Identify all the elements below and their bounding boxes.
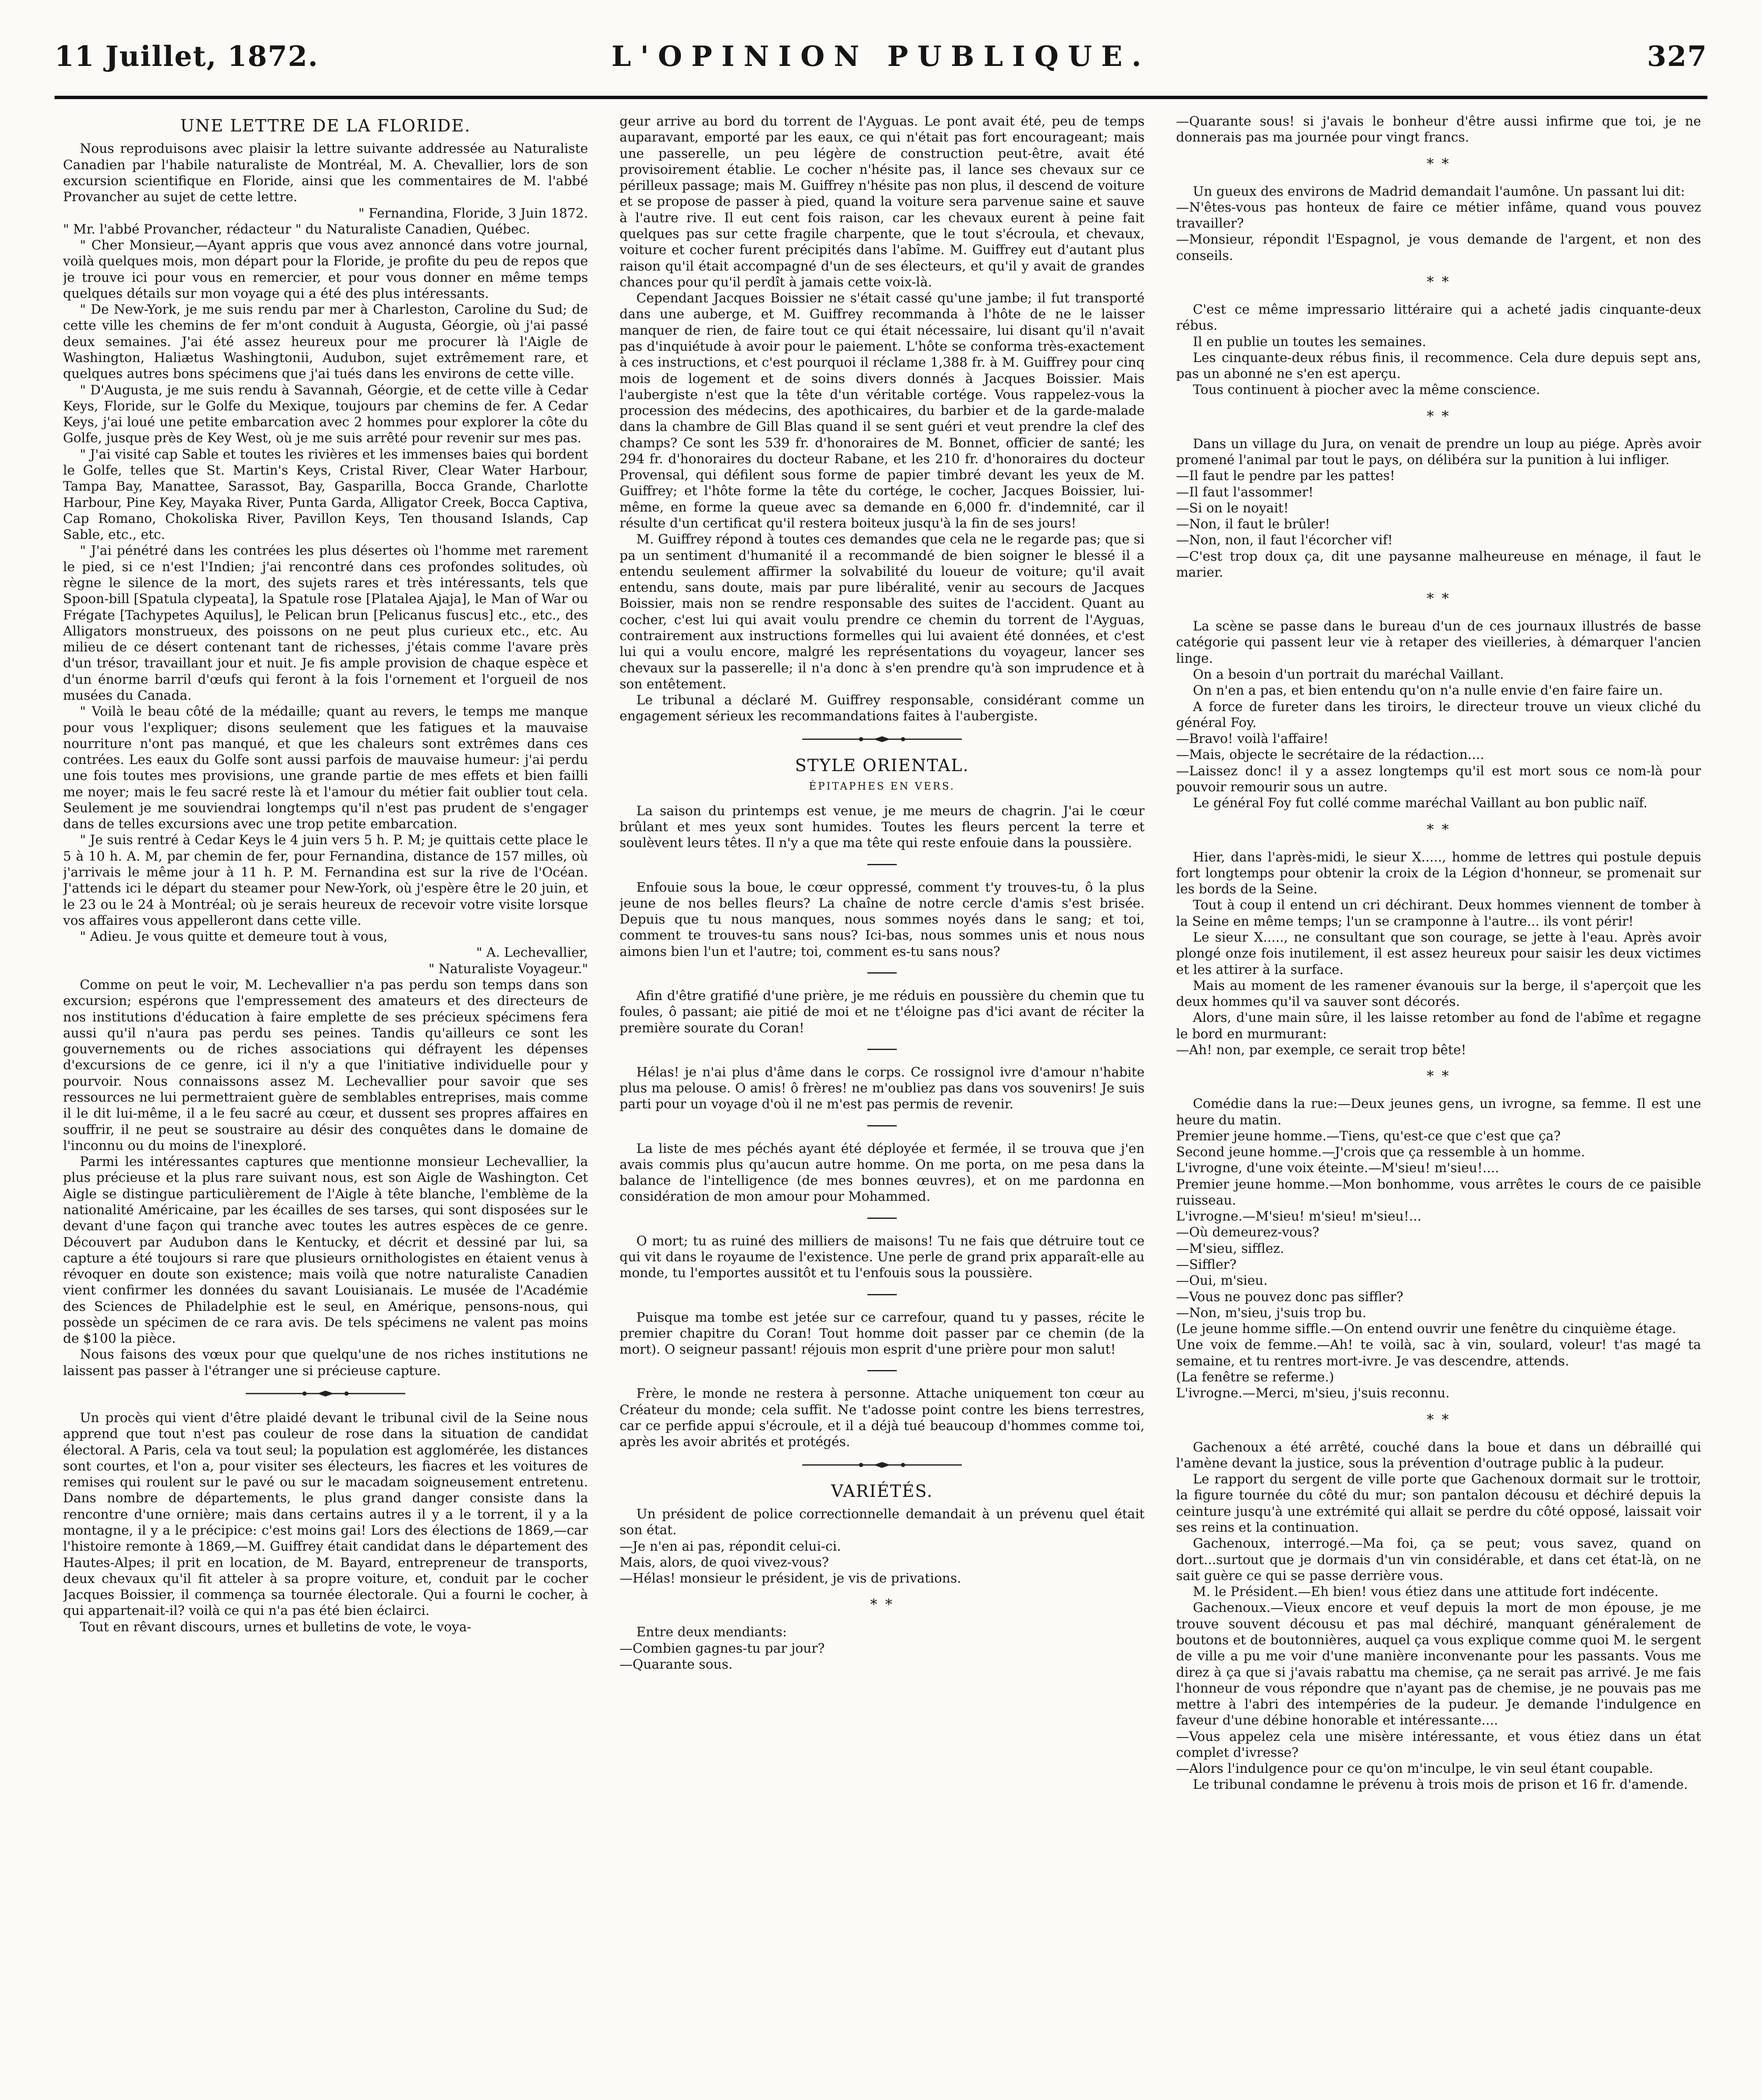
paragraph: Alors, d'une main sûre, il les laisse retomber au fond de l'abîme et regagne le bord en murmurant: [1176,1010,1701,1042]
dialogue-line: —Mais, objecte le secrétaire de la rédaction.... [1176,747,1484,763]
dialogue-line: —Il faut l'assommer! [1176,484,1314,500]
paragraph: geur arrive au bord du torrent de l'Ayguas. Le pont avait été, peu de temps auparavant, emporté par les eaux, ce qui n'était pas fort encourageant; mais une passerelle, un peu légère de construction peut-être, avait été provisoirement établie. Le cocher n'hésite pas, il lance ses chevaux sur ce périlleux passage; mais M. Guiffrey n'hésite pas non plus, il descend de voiture et se propose de passer à pied, quand la voiture sera parvenue saine et sauve à l'autre rive. Il eut cent fois raison, car les chevaux eurent à peine fait quelques pas sur cette fragile charpente, que le tout s'écroula, et chevaux, voiture et cocher furent précipités dans l'abîme. M. Guiffrey eut d'autant plus raison qu'il était accompagné d'un de ses électeurs, et qu'il y avait de grandes chances pour qu'il perdît à jamais cette voix-là. [620,114,1145,290]
dialogue-line: Premier jeune homme.—Mon bonhomme, vous arrêtes le cours de ce paisible ruisseau. [1176,1176,1701,1208]
letter-addressee: " Mr. l'abbé Provancher, rédacteur " du Naturaliste Canadien, Québec. [63,221,530,237]
article-heading-floride: UNE LETTRE DE LA FLORIDE. [180,116,471,136]
paragraph: Entre deux mendiants: [636,1625,787,1640]
masthead [55,40,1707,90]
dialogue-line: L'ivrogne.—M'sieu! m'sieu! m'sieu!... [1176,1209,1422,1224]
paragraph: La scène se passe dans le bureau d'un de ces journaux illustrés de basse catégorie qui passent leur vie à retaper des vieilleries, à démarquer l'ancien linge. [1176,619,1701,666]
asterism: * * [1426,590,1451,607]
dialogue-line: —Quarante sous. [620,1656,733,1672]
epitaph: O mort; tu as ruiné des milliers de maisons! Tu ne fais que détruire tout ce qui vit dans le royaume de l'existence. Une perle de grand prix apparaît-elle au monde, tu l'emportes aussitôt et tu l'enfouis sous la poussière. [620,1233,1145,1281]
paragraph: Comme on peut le voir, M. Lechevallier n'a pas perdu son temps dans son excursion; espérons que l'empressement des amateurs et des directeurs de nos institutions d'éducation à faire emplette de ses précieux spécimens fera aussi qu'il n'aura pas perdu ses peines. Tandis qu'ailleurs ce sont les gouvernements ou de riches associations qui défrayent les dépenses d'excursions de ce genre, ici il n'y a que l'initiative individuelle pour y pourvoir. Nous connaissons assez M. Lechevallier pour savoir que ses ressources ne lui permettraient guère de semblables entreprises, mais comme il le dit lui-même, il a le feu sacré au cœur, et dussent ses propres affaires en souffrir, il ne peut se soustraire au désir des conquêtes dans le domaine de l'inconnu ou du moins de l'inexploré. [63,977,588,1153]
paragraph: " Adieu. Je vous quitte et demeure tout à vous, [80,929,388,945]
epitaph: Hélas! je n'ai plus d'âme dans le corps. Ce rossignol ivre d'amour n'habite plus ma pelouse. O amis! ô frères! ne m'oubliez pas dans vos souvenirs! Je suis parti pour un voyage d'où il ne m'est pas permis de revenir. [620,1064,1145,1112]
paragraph: Gachenoux a été arrêté, couché dans la boue et dans un débraillé qui l'amène devant la justice, sous la prévention d'outrage public à la pudeur. [1176,1439,1701,1471]
paragraph: M. le Président.—Eh bien! vous étiez dans une attitude fort indécente. [1193,1584,1659,1600]
epitaph: Enfouie sous la boue, le cœur oppressé, comment t'y trouves-tu, ô la plus jeune de nos belles fleurs? La chaîne de notre cercle d'amis s'est brisée. Depuis que tu nous manques, nous sommes noyés dans le sang; et toi, comment te trouves-tu sans nous? Ici-bas, nous sommes unis et nous nous aimons bien l'un et l'autre; toi, comment es-tu sans nous? [620,879,1145,959]
section-ornament [794,1461,970,1469]
letter-signature: " A. Lechevallier, [476,945,588,961]
dialogue-line: —Ah! non, par exemple, ce serait trop bête! [1176,1042,1466,1058]
paragraph: Cependant Jacques Boissier ne s'était cassé qu'une jambe; il fut transporté dans une auberge, et M. Guiffrey recommanda à l'hôte de ne le laisser manquer de rien, de faire tout ce qui était nécessaire, lui disant qu'il n'avait pas d'inquiétude à avoir pour le paiement. L'hôte se conforma très-exactement à ces instructions, et c'est pourquoi il réclame 1,388 fr. à M. Guiffrey pour cinq mois de logement et de soins divers donnés à Jacques Boissier. Mais l'aubergiste n'est que la tête d'un véritable cortége. Vous rappelez-vous la procession des médecins, des apothicaires, du barbier et de la garde-malade dans la chambre de Gill Blas quand il se sent guéri et veut prendre la clef des champs? Ce sont les 539 fr. d'honoraires de M. Bonnet, officier de santé; les 294 fr. d'honoraires du docteur Rabane, et les 210 fr. d'honoraires du docteur Provensal, qui défilent sous forme de papier timbré devant les yeux de M. Guiffrey; et l'hôte forme la tête du cortége, le cocher, Jacques Boissier, lui-même, en forme la queue avec sa demande en 6,000 fr. d'indemnité, car il résulte d'un certificat qu'il restera boiteux jusqu'à la fin de ses jours! [620,291,1145,531]
dialogue-line: L'ivrogne.—Merci, m'sieu, j'suis reconnu. [1176,1386,1450,1401]
dialogue-line: —Monsieur, répondit l'Espagnol, je vous demande de l'argent, et non des conseils. [1176,232,1701,263]
issue-date: 11 Juillet, 1872. [55,40,319,73]
section-heading-varietes: VARIÉTÉS. [831,1481,933,1501]
paragraph: " De New-York, je me suis rendu par mer à Charleston, Caroline du Sud; de cette ville les chemins de fer m'ont conduit à Augusta, Géorgie, où j'ai passé deux semaines. J'ai été assez heureux pour me procurer là l'Aigle de Washington, Haliætus Washingtonii, Audubon, sujet extrêmement rare, et quelques autres bons spécimens que j'ai tués dans les environs de cette ville. [63,302,588,382]
paragraph: Hier, dans l'après-midi, le sieur X....., homme de lettres qui postule depuis fort longtemps pour obtenir la croix de la Légion d'honneur, se promenait sur les bords de la Seine. [1176,849,1701,897]
paragraph: Nous reproduisons avec plaisir la lettre suivante addressée au Naturaliste Canadien par l'habile naturaliste de Montréal, M. A. Chevallier, lors de son excursion scientifique en Floride, ainsi que les commentaires de M. l'abbé Provancher au sujet de cette lettre. [63,141,588,205]
section-subheading-epitaphes: ÉPITAPHES EN VERS. [809,780,956,793]
dialogue-line: —Bravo! voilà l'affaire! [1176,731,1329,747]
letter-signature-title: " Naturaliste Voyageur." [428,961,588,976]
paragraph: Les cinquante-deux rébus finis, il recommence. Cela dure depuis sept ans, pas un abonné ne s'en est aperçu. [1176,350,1701,382]
separator [867,1049,897,1050]
dialogue-line: —N'êtes-vous pas honteux de faire ce métier infâme, quand vous pouvez travailler? [1176,200,1701,231]
dialogue-line: —M'sieu, sifflez. [1176,1241,1284,1256]
paragraph: Le général Foy fut collé comme maréchal Vaillant au bon public naïf. [1193,795,1648,811]
dialogue-line: Une voix de femme.—Ah! te voilà, sac à vin, soulard, voleur! t'as magé ta semaine, et tu rentres mort-ivre. Je vas descendre, attends. [1176,1337,1701,1369]
paragraph: Mais au moment de les ramener évanouis sur la berge, il s'aperçoit que les deux hommes qu'il va sauver sont décorés. [1176,978,1701,1010]
paragraph: On a besoin d'un portrait du maréchal Vaillant. [1193,667,1504,682]
paragraph: Parmi les intéressantes captures que mentionne monsieur Lechevallier, la plus précieuse et la plus rare suivant nous, est son Aigle de Washington. Cet Aigle se distingue particulièrement de l'Aigle à tête blanche, l'emblème de la nationalité Américaine, par les écailles de ses tarses, qui sont disposées sur le devant d'une façon qui tranche avec toutes les autres espèces de ce genre. Découvert par Audubon dans le Kentucky, et décrit et dessiné par lui, sa capture a été toujours si rare que plusieurs ornithologistes en étaient venus à révoquer en doute son existence; mais voilà que notre naturaliste Canadien vient confirmer les données du savant Louisianais. Le musée de l'Académie des Sciences de Philadelphie est le seul, en Amérique, pensons-nous, qui possède un spécimen de ce rara avis. De tels spécimens ne valent pas moins de $100 la pièce. [63,1154,588,1347]
epitaph: Frère, le monde ne restera à personne. Attache uniquement ton cœur au Créateur du monde; cela suffit. Ne t'adosse point contre les biens terrestres, car ce perfide appui s'écroule, et il a déjà tué beaucoup d'hommes comme toi, après les avoir abrités et protégés. [620,1386,1145,1450]
dialogue-line: —Vous ne pouvez donc pas siffler? [1176,1289,1403,1305]
dialogue-line: —Oui, m'sieu. [1176,1273,1268,1289]
dialogue-line: —Si on le noyait! [1176,500,1289,516]
dialogue-line: —Je n'en ai pas, répondit celui-ci. [620,1538,841,1554]
dialogue-line: Premier jeune homme.—Tiens, qu'est-ce que c'est que ça? [1176,1128,1561,1144]
paragraph: M. Guiffrey répond à toutes ces demandes que cela ne le regarde pas; que si pa un sentiment d'humanité il a recommandé de bien soigner le blessé il a entendu seulement affirmer la solvabilité du loueur de voiture; qu'il avait entendu, sans doute, mais par pure libéralité, venir au secours de Jacques Boissier, mais non se rendre responsable des suites de l'accident. Quant au cocher, c'est lui qui avait voulu prendre ce chemin du torrent de l'Ayguas, contrairement aux instructions formelles qui lui avaient été données, et c'est lui qui a voulu encore, malgré les représentations du voyageur, lancer ses chevaux sur la passerelle; il n'a donc à s'en prendre qu'à son imprudence et à son entêtement. [620,532,1145,692]
section-ornament [794,735,970,743]
separator [867,1218,897,1219]
paragraph: Le tribunal a déclaré M. Guiffrey responsable, considérant comme un engagement sérieux les recommandations faites à l'aubergiste. [620,693,1145,724]
epitaph: Puisque ma tombe est jetée sur ce carrefour, quand tu y passes, récite le premier chapitre du Coran! Tout homme doit passer par ce chemin (de la mort). O seigneur passant! réjouis mon esprit d'une prière pour mon salut! [620,1310,1145,1357]
paragraph: Il en publie un toutes les semaines. [1193,334,1426,349]
paragraph: " Cher Monsieur,—Ayant appris que vous avez annoncé dans votre journal, voilà quelques mois, mon départ pour la Floride, je profite du peu de repos que je trouve ici pour vous en remercier, et pour vous donner en même temps quelques détails sur mon voyage qui a été des plus intéressants. [63,238,588,301]
dialogue-line: —Alors l'indulgence pour ce qu'on m'inculpe, le vin seul étant coupable. [1176,1761,1653,1777]
dialogue-line: —Quarante sous! si j'avais le bonheur d'être aussi infirme que toi, je ne donnerais pas ma journée pour vingt francs. [1176,114,1701,145]
section-ornament [237,1390,414,1397]
asterism: * * [1426,1068,1451,1085]
dialogue-line: —C'est trop doux ça, dit une paysanne malheureuse en ménage, il faut le marier. [1176,549,1701,580]
paragraph: Le tribunal condamne le prévenu à trois mois de prison et 16 fr. d'amende. [1193,1777,1688,1793]
paragraph: Tous continuent à piocher avec la même conscience. [1193,382,1540,398]
paragraph: Gachenoux.—Vieux encore et veuf depuis la mort de mon épouse, je me trouve souvent décousu et pas mal déchiré, manquant généralement de boutons et de boutonnières, auquel ça vous explique comme quoi M. le sergent de ville a pu me voir d'une manière inconvenante pour les passants. Vous me direz à ça que si j'avais rabattu ma chemise, ça ne serait pas arrivé. Je me fais l'honneur de vous répondre que n'ayant pas de chemise, je ne pouvais pas me mettre à l'abri des intempéries de la pudeur. Je demande l'indulgence en faveur d'une débine honorable et intéressante.... [1176,1600,1701,1728]
column-1 [63,113,588,2100]
dialogue-line: —Non, non, il faut l'écorcher vif! [1176,533,1393,548]
epitaph: La saison du printemps est venue, je me meurs de chagrin. J'ai le cœur brûlant et mes yeux sont humides. Toutes les fleurs percent la terre et soulèvent leurs têtes. Il n'y a que ma tête qui reste enfouie dans la poussière. [620,803,1145,851]
paragraph: " Voilà le beau côté de la médaille; quant au revers, le temps me manque pour vous l'expliquer; disons seulement que les fatigues et la mauvaise nourriture n'ont pas manqué, et que les chaleurs sont extrêmes dans ces contrées. Les eaux du Golfe sont aussi parfois de mauvaise humeur: j'ai perdu une fois toutes mes provisions, une grande partie de mes effets et bien failli me noyer; mais le feu sacré reste là et l'amour du métier fait oublier tout cela. Seulement je me souviendrai longtemps qu'il n'est pas prudent de s'engager dans de telles excursions avec une trop petite embarcation. [63,704,588,832]
stage-direction: (Le jeune homme siffle.—On entend ouvrir une fenêtre du cinquième étage. [1176,1321,1676,1337]
section-heading-style-oriental: STYLE ORIENTAL. [795,756,969,775]
column-3 [1176,113,1701,2100]
paragraph: Tout en rêvant discours, urnes et bulletins de vote, le voya- [80,1619,471,1635]
dialogue-line: —Hélas! monsieur le président, je vis de privations. [620,1571,961,1586]
paragraph: C'est ce même impressario littéraire qui a acheté jadis cinquante-deux rébus. [1176,302,1701,333]
dialogue-line: Mais, alors, de quoi vivez-vous? [620,1554,829,1570]
asterism: * * [1426,407,1451,425]
separator [867,1370,897,1371]
dialogue-line: L'ivrogne, d'une voix éteinte.—M'sieu! m'sieu!.... [1176,1160,1499,1176]
dialogue-line: —Combien gagnes-tu par jour? [620,1641,825,1656]
paragraph: Tout à coup il entend un cri déchirant. Deux hommes viennent de tomber à la Seine en même temps; l'un se cramponne à l'autre... ils vont périr! [1176,898,1701,929]
paragraph: Comédie dans la rue:—Deux jeunes gens, un ivrogne, sa femme. Il est une heure du matin. [1176,1096,1701,1128]
asterism: * * [1426,821,1451,838]
paragraph: " D'Augusta, je me suis rendu à Savannah, Géorgie, et de cette ville à Cedar Keys, Floride, sur le Golfe du Mexique, toujours par chemins de fer. A Cedar Keys, j'ai loué une petite embarcation avec 2 hommes pour explorer la côte du Golfe, jusque près de Key West, où je me suis arrêté pour revenir sur mes pas. [63,382,588,446]
separator [867,972,897,974]
paragraph: " J'ai visité cap Sable et toutes les rivières et les immenses baies qui bordent le Golfe, telles que St. Martin's Keys, Cristal River, Clear Water Harbour, Tampa Bay, Manattee, Sarassot, Bay, Gasparilla, Bocca Grande, Charlotte Harbour, Pine Key, Mayaka River, Punta Garda, Alligator Creek, Bocca Captiva, Cap Romano, Chokoliska River, Pavillon Keys, Ten thousand Islands, Cap Sable, etc., etc. [63,446,588,543]
paragraph: Dans un village du Jura, on venait de prendre un loup au piége. Après avoir promené l'animal par tout le pays, on délibéra sur la punition à lui infliger. [1176,436,1701,467]
newspaper-title: L'OPINION PUBLIQUE. [611,40,1151,73]
paragraph: Le rapport du sergent de ville porte que Gachenoux dormait sur le trottoir, la figure tournée du côté du mur; son pantalon décousu et déchiré depuis la ceinture jusqu'à une extrémité qui allait se perdre du côté opposé, laissait voir ses reins et la continuation. [1176,1472,1701,1535]
dialogue-line: —Siffler? [1176,1257,1237,1273]
separator [867,864,897,865]
paragraph: Gachenoux, interrogé.—Ma foi, ça se peut; vous savez, quand on dort...surtout que je dormais d'un vin considérable, et dans cet état-là, on ne sait guère ce qui se passe derrière vous. [1176,1536,1701,1583]
column-2 [620,113,1145,2100]
dialogue-line: Second jeune homme.—J'crois que ça ressemble à un homme. [1176,1144,1585,1160]
dialogue-line: —Non, m'sieu, j'suis trop bu. [1176,1305,1367,1320]
paragraph: A force de fureter dans les tiroirs, le directeur trouve un vieux cliché du général Foy. [1176,699,1701,730]
dialogue-line: —Il faut le pendre par les pattes! [1176,468,1395,484]
page-number: 327 [1647,40,1707,73]
dialogue-line: —Non, il faut le brûler! [1176,517,1330,532]
paragraph: " J'ai pénétré dans les contrées les plus désertes où l'homme met rarement le pied, si ce n'est l'Indien; j'ai rencontré dans ces profondes solitudes, où règne le silence de la mort, des sujets rares et très intéressants, tels que Spoon-bill [Spatula clypeata], la Spatule rose [Platalea Ajaja], le Man of War ou Frégate [Tachypetes Aquilus], le Pelican brun [Pelicanus fuscus] etc., etc., des Alligators monstrueux, des poissons on ne peut plus curieux etc., etc. Au milieu de ce désert contenant tant de richesses, j'étais comme l'avare près d'un trésor, travaillant jour et nuit. Je fis ample provision de chaque espèce et d'un énorme barril d'œufs qui feront à la fois l'ornement et l'orgueil de nos musées du Canada. [63,543,588,703]
paragraph: Le sieur X....., ne consultant que son courage, se jette à l'eau. Après avoir plongé onze fois inutilement, il est assez heureux pour saisir les deux victimes et les attirer à la surface. [1176,929,1701,977]
paragraph: Nous faisons des vœux pour que quelqu'une de nos riches institutions ne laissent pas passer à l'étranger une si précieuse capture. [63,1347,588,1378]
paragraph: On n'en a pas, et bien entendu qu'on n'a nulle envie d'en faire faire un. [1193,683,1663,698]
paragraph: Un procès qui vient d'être plaidé devant le tribunal civil de la Seine nous apprend que tout n'est pas couleur de rose dans la situation de candidat électoral. A Paris, cela va tout seul; la population est agglomérée, les distances sont courtes, et l'on a, pour visiter ses électeurs, les fiacres et les voitures de remises qui roulent sur le pavé ou sur le macadam soigneusement entretenu. Dans nombre de départements, le plus grand danger consiste dans la rencontre d'une ornière; mais dans certains autres il y a le torrent, il y a la montagne, il y a le précipice: c'est moins gai! Lors des élections de 1869,—car l'histoire remonte à 1869,—M. Guiffrey était candidat dans le département des Hautes-Alpes; il prit en location, de M. Bayard, entrepreneur de transports, deux chevaux qu'il fit atteler à sa propre voiture, et, conduit par le cocher Jacques Boissier, il commença sa tournée électorale. Qui a fourni le cocher, à qui appartenait-il? voilà ce qui n'a pas été bien éclairci. [63,1410,588,1619]
separator [867,1125,897,1126]
letter-dateline: " Fernandina, Floride, 3 Juin 1872. [358,205,588,221]
asterism: * * [1426,273,1451,290]
asterism: * * [1426,1411,1451,1428]
masthead-rule [55,96,1707,99]
dialogue-line: —Laissez donc! il y a assez longtemps qu'il est mort sous ce nom-là pour pouvoir remourir sous un autre. [1176,763,1701,795]
asterism: * * [1426,155,1451,172]
separator [867,1294,897,1295]
paragraph: Un gueux des environs de Madrid demandait l'aumône. Un passant lui dit: [1193,184,1685,199]
stage-direction: (La fenêtre se referme.) [1176,1370,1334,1385]
dialogue-line: —Où demeurez-vous? [1176,1225,1319,1240]
epitaph: La liste de mes péchés ayant été déployée et fermée, il se trouva que j'en avais commis plus qu'aucun autre homme. On me porta, on me pesa dans la balance de l'intelligence (de mes bonnes œuvres), et on me pardonna en considération de mon amour pour Mohammed. [620,1141,1145,1205]
paragraph: " Je suis rentré à Cedar Keys le 4 juin vers 5 h. P. M; je quittais cette place le 5 à 10 h. A. M, par chemin de fer, pour Fernandina, distance de 157 milles, où j'arrivais le même jour à 11 h. P. M. Fernandina est sur la rive de l'Océan. J'attends ici le départ du steamer pour New-York, où j'espère être le 20 juin, et le 23 ou le 24 à Montréal; où je serais heureux de recevoir votre visite lorsque vos affaires vous appelleront dans cette ville. [63,832,588,928]
epitaph: Afin d'être gratifié d'une prière, je me réduis en poussière du chemin que tu foules, ô passant; aie pitié de moi et ne t'éloigne pas d'ici avant de réciter la première sourate du Coran! [620,988,1145,1036]
asterism: * * [870,1596,894,1613]
paragraph: Un président de police correctionnelle demandait à un prévenu quel était son état. [620,1506,1145,1538]
dialogue-line: —Vous appelez cela une misère intéressante, et vous étiez dans un état complet d'ivresse? [1176,1729,1701,1760]
